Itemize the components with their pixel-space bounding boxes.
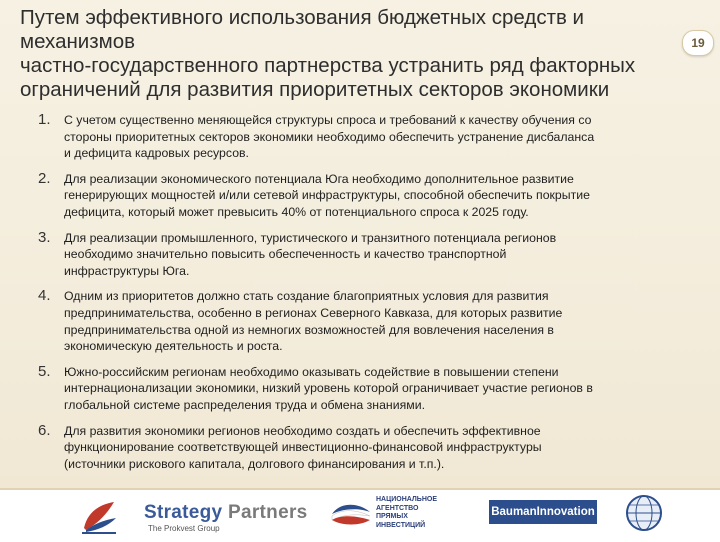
item-text-line: и дефицита кадровых ресурсов.: [64, 146, 249, 161]
agency-logo-text: [376, 496, 472, 530]
globe-logo-icon: [625, 494, 663, 532]
item-text-line: экономическую деятельность и роста.: [64, 339, 283, 354]
partners-word: Partners: [228, 502, 308, 523]
flag-logo-icon: [330, 498, 372, 530]
numbered-list: [38, 112, 668, 481]
item-text-line: предпринимательства одной из немногих возможностей для вовлечения населения в: [64, 322, 554, 337]
item-number: 3.: [38, 228, 51, 246]
item-text-line: (источники рискового капитала, долгового финансирования и т.п.).: [64, 456, 445, 471]
item-number: 6.: [38, 421, 51, 439]
list-item: [38, 112, 668, 162]
item-text-line: необходимо значительно повысить обеспеченность и качество транспортной: [64, 247, 507, 262]
item-number: 1.: [38, 111, 51, 128]
item-text-line: С учетом существенно меняющейся структуры спроса и требований к качеству обучения со: [64, 113, 592, 127]
agency-line: АГЕНТСТВО: [376, 504, 419, 512]
list-item: [38, 364, 668, 414]
title-line: ограничений для развития приоритетных секторов экономики: [20, 78, 610, 101]
title-line: Путем эффективного использования бюджетных средств и механизмов: [20, 6, 584, 53]
agency-line: НАЦИОНАЛЬНОЕ: [376, 496, 438, 503]
item-text-line: стороны приоритетных секторов экономики необходимо обеспечить устранение дисбаланса: [64, 129, 595, 144]
strategy-partners-logo: [138, 496, 310, 536]
item-text-line: Одним из приоритетов должно стать создание благоприятных условия для развития: [64, 289, 549, 304]
list-item: [38, 171, 668, 221]
item-number: 4.: [38, 287, 51, 305]
list-item: [38, 423, 668, 473]
agency-line: ПРЯМЫХ: [376, 513, 408, 521]
item-text-line: инфраструктуры Юга.: [64, 263, 190, 278]
list-item: [38, 288, 668, 354]
item-text-line: дефицита, который может превысить 40% от потенциального спроса к 2025 году.: [64, 204, 529, 219]
item-text: [64, 364, 668, 414]
item-text: [64, 112, 668, 162]
item-text-line: интернационализации экономики, низкий уровень которой ограничивает участие регионов в: [64, 381, 593, 396]
leaf-logo-icon: [78, 498, 120, 536]
item-text-line: Для реализации промышленного, туристического и транзитного потенциала регионов: [64, 230, 557, 245]
item-text-line: глобальной системе распределения труда и обмена знаниями.: [64, 397, 425, 412]
item-text: [64, 423, 668, 473]
item-text-line: Для развития экономики регионов необходимо создать и обеспечить эффективное: [64, 423, 541, 438]
page-number-badge: 19: [682, 30, 714, 56]
item-text: [64, 230, 668, 280]
footer-logos: [0, 488, 720, 542]
item-text: [64, 171, 668, 221]
item-text-line: функционирование соответствующей инвестиционно-финансовой инфраструктуры: [64, 440, 542, 455]
list-item: [38, 230, 668, 280]
item-text: [64, 288, 668, 354]
title-line: частно-государственного партнерства устранить ряд факторных: [20, 54, 636, 77]
item-text-line: Южно-российским регионам необходимо оказывать содействие в повышении степени: [64, 364, 559, 379]
item-text-line: предпринимательства, особенно в регионах Северного Кавказа, для которых развитие: [64, 305, 563, 320]
item-text-line: Для реализации экономического потенциала Юга необходимо дополнительное развитие: [64, 171, 574, 186]
strategy-subtitle: The Prokvest Group: [148, 524, 220, 533]
item-text-line: генерирующих мощностей и/или сетевой инфраструктуры, способной обеспечить покрытие: [64, 188, 590, 203]
item-number: 2.: [38, 169, 51, 187]
bauman-innovation-logo: BaumanInnovation: [489, 500, 597, 524]
agency-line: ИНВЕСТИЦИЙ: [376, 521, 426, 529]
strategy-word: Strategy: [144, 502, 229, 523]
slide-title: [20, 6, 690, 102]
item-number: 5.: [38, 362, 51, 380]
